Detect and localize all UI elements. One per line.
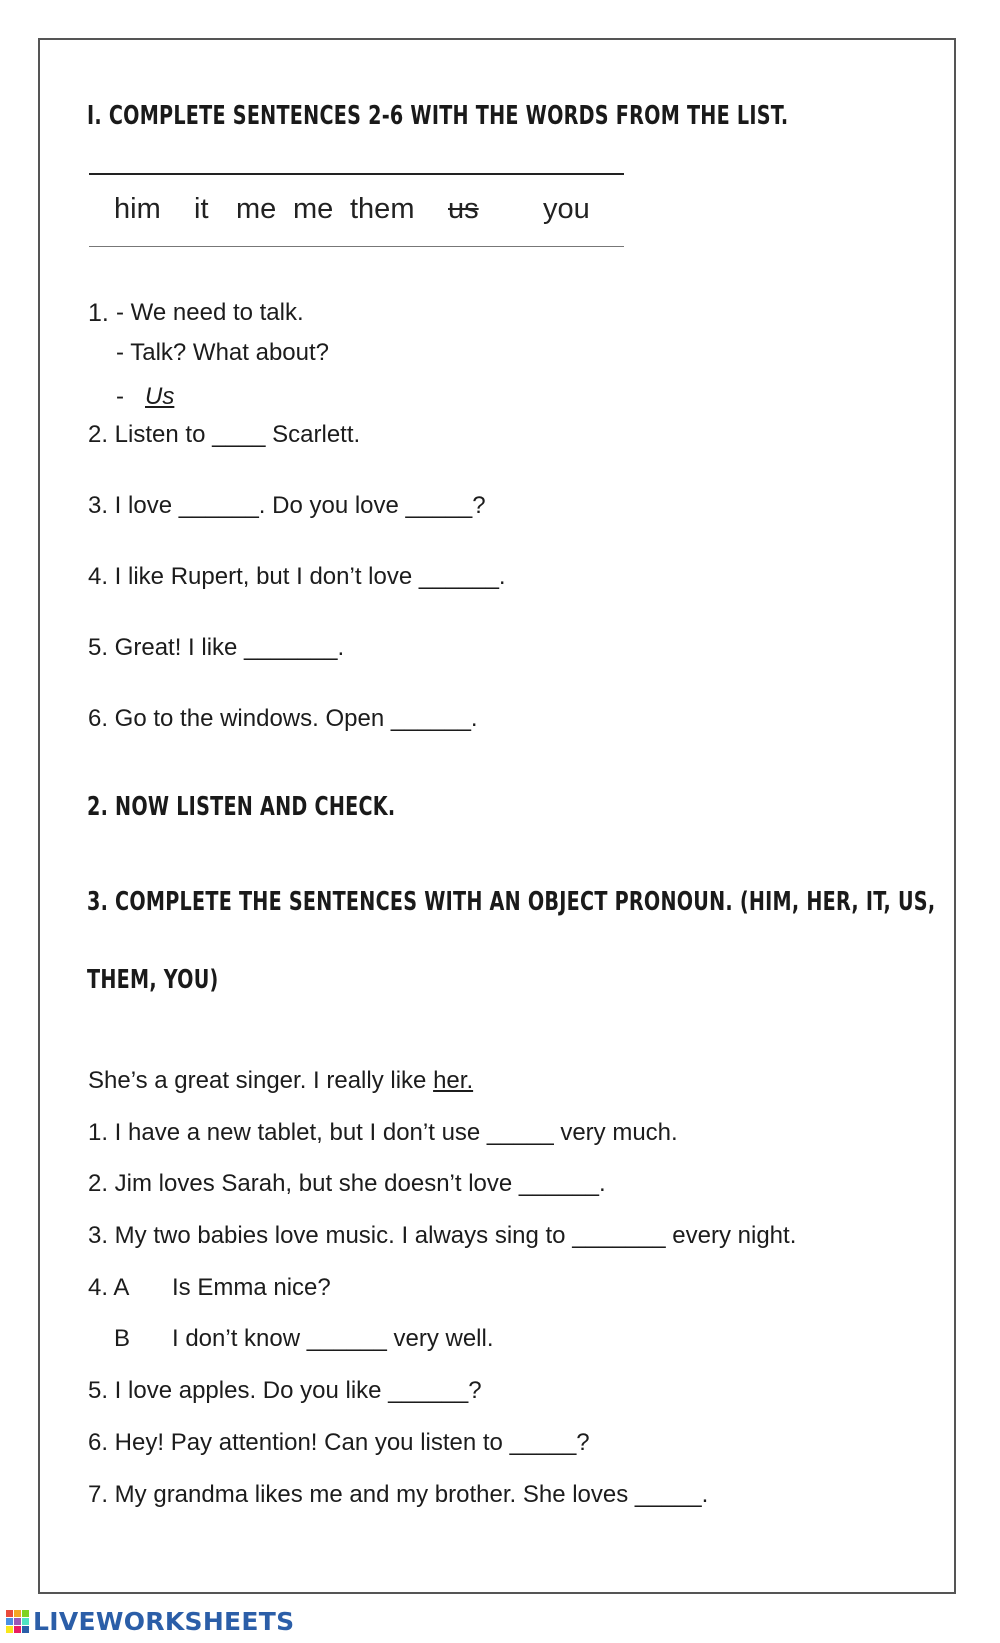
- example-answer: her.: [433, 1067, 474, 1094]
- section3-heading-line1: 3. COMPLETE THE SENTENCES WITH AN OBJECT PRONOUN. (HIM, HER, IT, US,: [87, 887, 936, 917]
- item1-number: 1.: [88, 299, 109, 327]
- word-him: him: [114, 193, 161, 225]
- s3-item2: 2. Jim loves Sarah, but she doesn’t love ______.: [88, 1170, 606, 1197]
- section3-heading-line2: THEM, YOU): [87, 965, 219, 995]
- s3-item4a-text: Is Emma nice?: [172, 1274, 331, 1301]
- wordbox-bottom-rule: [89, 246, 624, 247]
- liveworksheets-footer: [6, 1604, 294, 1638]
- item2: 2. Listen to ____ Scarlett.: [88, 421, 361, 448]
- item1-answer: Us: [145, 383, 175, 410]
- item6: 6. Go to the windows. Open ______.: [88, 705, 478, 732]
- item1-line-b: - Talk? What about?: [116, 339, 330, 366]
- s3-item5: 5. I love apples. Do you like ______?: [88, 1377, 482, 1404]
- item4: 4. I like Rupert, but I don’t love ______.: [88, 563, 506, 590]
- word-us-crossed: us: [448, 193, 479, 225]
- section2-heading: 2. NOW LISTEN AND CHECK.: [87, 792, 396, 822]
- s3-item4b-text: I don’t know ______ very well.: [172, 1325, 494, 1352]
- example-sentence: [88, 1067, 473, 1095]
- s3-item3: 3. My two babies love music. I always sing to _______ every night.: [88, 1222, 797, 1249]
- item5: 5. Great! I like _______.: [88, 634, 345, 661]
- wordbox-top-rule: [89, 173, 624, 175]
- example-text: She’s a great singer. I really like: [88, 1067, 434, 1094]
- item1-line-c-dash: -: [116, 383, 124, 410]
- s3-item4a-label: 4. A: [88, 1274, 130, 1301]
- item1-line-a: - We need to talk.: [116, 299, 304, 326]
- word-me: me: [236, 193, 277, 225]
- brand-name: LIVEWORKSHEETS: [33, 1606, 295, 1636]
- item3: 3. I love ______. Do you love _____?: [88, 492, 486, 519]
- s3-item6: 6. Hey! Pay attention! Can you listen to _____?: [88, 1429, 590, 1456]
- liveworksheets-logo-icon: [6, 1610, 29, 1633]
- word-me: me: [293, 193, 334, 225]
- word-it: it: [194, 193, 209, 225]
- section1-heading: I. COMPLETE SENTENCES 2-6 WITH THE WORDS FROM THE LIST.: [87, 101, 789, 131]
- s3-item4b-label: B: [114, 1325, 131, 1352]
- word-you: you: [543, 193, 590, 225]
- s3-item7: 7. My grandma likes me and my brother. She loves _____.: [88, 1481, 709, 1508]
- word-them: them: [350, 193, 415, 225]
- s3-item1: 1. I have a new tablet, but I don’t use _____ very much.: [88, 1119, 678, 1146]
